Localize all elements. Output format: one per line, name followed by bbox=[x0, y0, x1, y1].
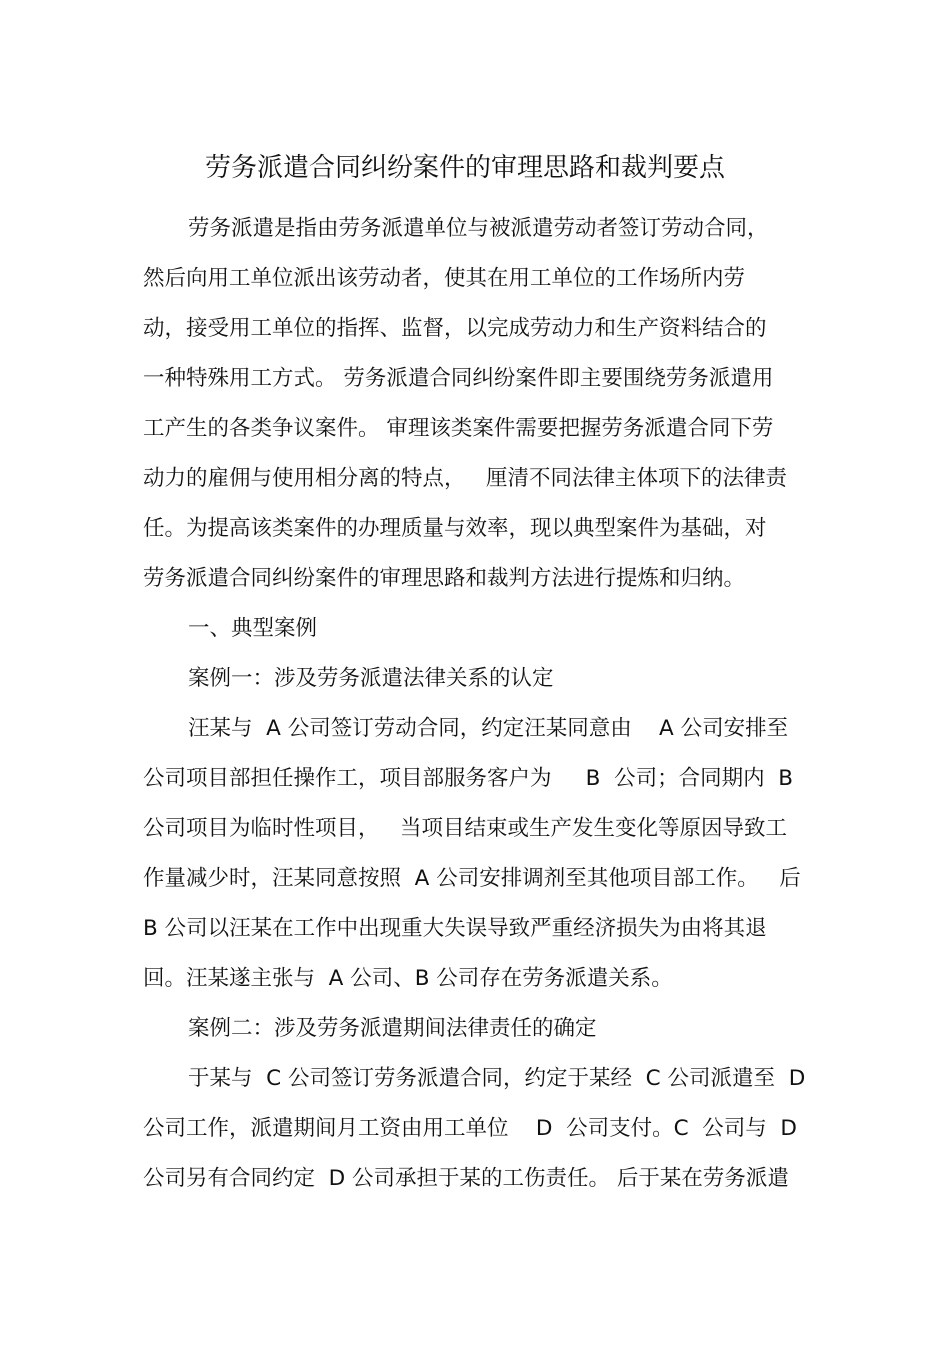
paragraph-line: 汪某与 A 公司签订劳动合同，约定汪某同意由 A 公司安排至 bbox=[188, 716, 789, 741]
paragraph-line: 公司工作，派遣期间月工资由用工单位 D 公司支付。C 公司与 D bbox=[143, 1116, 797, 1141]
paragraph-line: 劳务派遣是指由劳务派遣单位与被派遣劳动者签订劳动合同， bbox=[188, 216, 769, 241]
paragraph-line: 劳务派遣合同纠纷案件的审理思路和裁判方法进行提炼和归纳。 bbox=[143, 566, 746, 591]
case-heading: 案例一：涉及劳务派遣法律关系的认定 bbox=[188, 666, 554, 691]
paragraph-line: 公司项目部担任操作工，项目部服务客户为 B 公司；合同期内 B bbox=[143, 766, 794, 791]
paragraph-line: B 公司以汪某在工作中出现重大失误导致严重经济损失为由将其退 bbox=[143, 916, 767, 941]
section-heading: 一、典型案例 bbox=[188, 616, 318, 641]
paragraph-line: 动力的雇佣与使用相分离的特点， 厘清不同法律主体项下的法律责 bbox=[143, 466, 788, 491]
document-title: 劳务派遣合同纠纷案件的审理思路和裁判要点 bbox=[204, 153, 725, 183]
paragraph-line: 公司另有合同约定 D 公司承担于某的工伤责任。 后于某在劳务派遣 bbox=[143, 1166, 789, 1191]
paragraph-line: 回。汪某遂主张与 A 公司、B 公司存在劳务派遣关系。 bbox=[143, 966, 673, 991]
paragraph-line: 工产生的各类争议案件。 审理该类案件需要把握劳务派遣合同下劳 bbox=[143, 416, 774, 441]
paragraph-line: 于某与 C 公司签订劳务派遣合同，约定于某经 C 公司派遣至 D bbox=[188, 1066, 806, 1091]
paragraph-line: 作量减少时，汪某同意按照 A 公司安排调剂至其他项目部工作。 后 bbox=[143, 866, 801, 891]
paragraph-line: 动，接受用工单位的指挥、监督，以完成劳动力和生产资料结合的 bbox=[143, 316, 767, 341]
case-heading: 案例二：涉及劳务派遣期间法律责任的确定 bbox=[188, 1016, 597, 1041]
paragraph-line: 公司项目为临时性项目， 当项目结束或生产发生变化等原因导致工 bbox=[143, 816, 788, 841]
paragraph-line: 一种特殊用工方式。 劳务派遣合同纠纷案件即主要围绕劳务派遣用 bbox=[143, 366, 774, 391]
paragraph-line: 然后向用工单位派出该劳动者，使其在用工单位的工作场所内劳 bbox=[143, 266, 746, 291]
paragraph-line: 任。为提高该类案件的办理质量与效率，现以典型案件为基础，对 bbox=[143, 516, 767, 541]
